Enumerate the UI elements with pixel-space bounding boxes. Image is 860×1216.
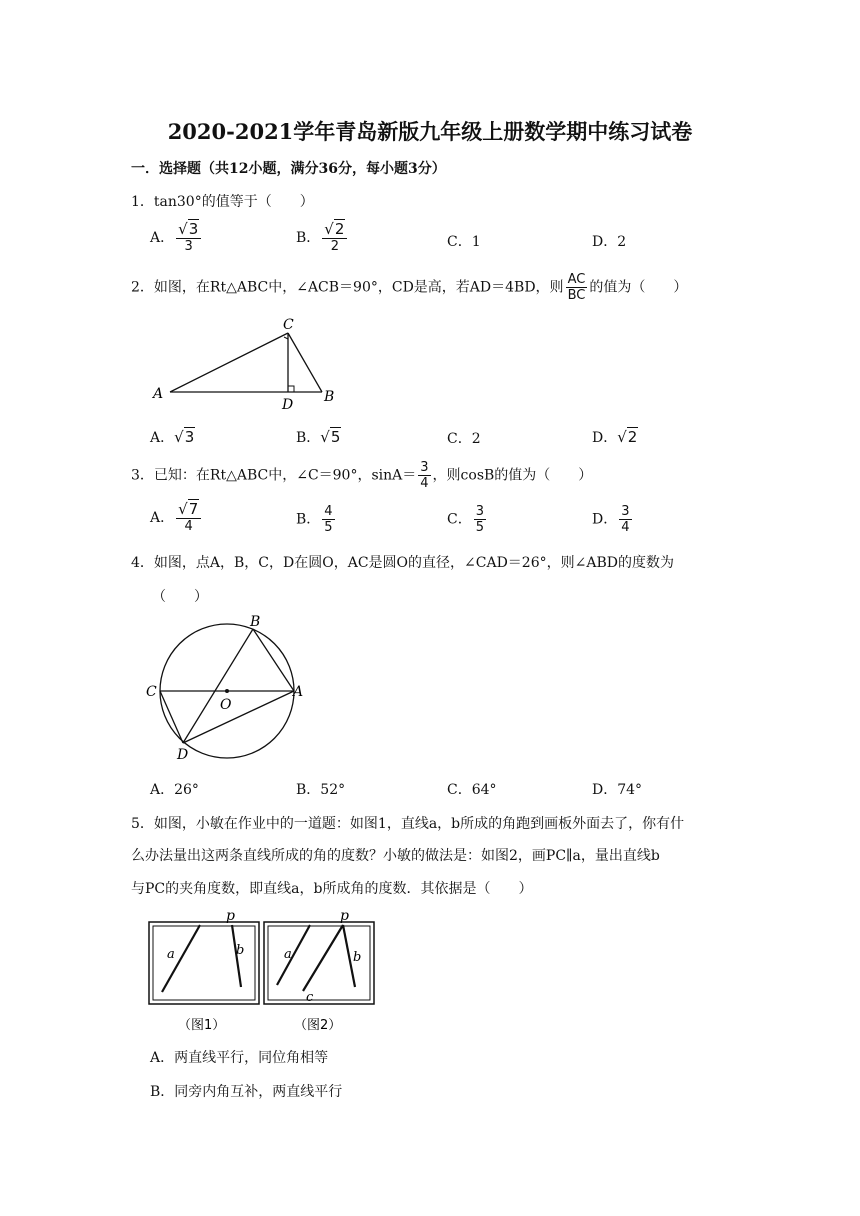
page-title: 2020-2021学年青岛新版九年级上册数学期中练习试卷 [167, 119, 693, 144]
q5-option-a: A．两直线平行，同位角相等 [150, 1050, 329, 1066]
option-label: C． [447, 511, 472, 528]
question-1-stem: 1．tan30°的值等于（ ） [131, 194, 314, 210]
question-4-paren: （ ） [152, 589, 208, 605]
label-a-fig2: a [284, 947, 292, 962]
q2-option-c: C．2 [447, 431, 481, 447]
label-p-fig1: p [226, 908, 235, 924]
vertex-label-d: D [282, 397, 294, 413]
option-label: B． [296, 511, 321, 528]
question-3-stem: 3．已知：在Rt△ABC中，∠C＝90°，sinA＝ $\frac{3}{4}$ ，则cosB的值为（ ） [131, 460, 593, 491]
fraction: $\frac{4}{5}$ [324, 504, 333, 535]
option-label: B． [296, 430, 321, 446]
vertex-label-a: A [153, 386, 164, 402]
label-c-fig2: c [306, 990, 314, 1005]
caption-fig2: （图2） [294, 1018, 342, 1033]
option-label: D． [592, 511, 618, 528]
point-label-c: C [146, 684, 157, 700]
fraction: $\frac{√2}{2}$ [322, 222, 347, 254]
question-5-line-1: 5．如图，小敏在作业中的一道题：如图1，直线a，b所成的角跑到画板外面去了，你有什 [131, 816, 685, 832]
fraction: $\frac{3}{4}$ [621, 504, 630, 535]
option-label: A． [150, 430, 175, 446]
question-4-stem: 4．如图，点A，B，C，D在圆O，AC是圆O的直径，∠CAD＝26°，则∠ABD的度数为 [131, 555, 674, 571]
section-heading: 一．选择题（共12小题，满分36分，每小题3分） [131, 161, 446, 177]
q2-option-d: D．√2 [592, 428, 638, 446]
vertex-label-b: B [324, 389, 335, 405]
point-label-a: A [293, 684, 304, 700]
q1-option-a [150, 222, 203, 254]
label-p-fig2: p [340, 908, 349, 924]
point-label-b: B [250, 614, 261, 630]
option-label: A． [150, 230, 175, 246]
q3-option-c [447, 504, 488, 535]
drawing-board-figure [146, 905, 378, 1035]
q3-option-d [592, 504, 634, 535]
fraction: $\frac{AC}{BC}$ [567, 272, 586, 303]
fraction: $\frac{√3}{3}$ [176, 222, 201, 254]
fraction: $\frac{3}{4}$ [420, 460, 429, 491]
fraction: $\frac{3}{5}$ [475, 504, 484, 535]
fraction: $\frac{√7}{4}$ [176, 502, 201, 534]
q4-option-d: D．74° [592, 782, 643, 798]
q1-option-d: D．2 [592, 234, 627, 250]
q2-option-b: B．√5 [296, 428, 341, 446]
q3-option-b [296, 504, 337, 535]
option-label: A． [150, 510, 175, 526]
circle-figure [140, 613, 310, 763]
q4-option-a: A．26° [150, 782, 199, 798]
q4-option-c: C．64° [447, 782, 497, 798]
point-label-o: O [220, 697, 232, 713]
question-5-line-3: 与PC的夹角度数，即直线a，b所成角的度数．其依据是（ ） [131, 881, 533, 897]
triangle-figure [146, 313, 342, 413]
q4-option-b: B．52° [296, 782, 346, 798]
caption-fig1: （图1） [178, 1018, 226, 1033]
q1-option-b [296, 222, 349, 254]
option-label: D． [592, 430, 618, 446]
label-b-fig1: b [236, 943, 245, 958]
label-a-fig1: a [167, 947, 175, 962]
label-b-fig2: b [353, 950, 362, 965]
vertex-label-c: C [283, 317, 294, 333]
q1-option-c: C．1 [447, 234, 481, 250]
option-label: B． [296, 230, 321, 246]
point-label-d: D [177, 747, 189, 763]
q2-option-a: A．√3 [150, 428, 195, 446]
q5-option-b: B．同旁内角互补，两直线平行 [150, 1084, 343, 1100]
q3-option-a [150, 502, 203, 534]
question-2-stem: 2．如图，在Rt△ABC中，∠ACB＝90°，CD是高，若AD＝4BD，则 $\frac{AC}{BC}$ 的值为（ ） [131, 272, 688, 303]
question-5-line-2: 么办法量出这两条直线所成的角的度数？小敏的做法是：如图2，画PC∥a，量出直线b [131, 848, 660, 864]
